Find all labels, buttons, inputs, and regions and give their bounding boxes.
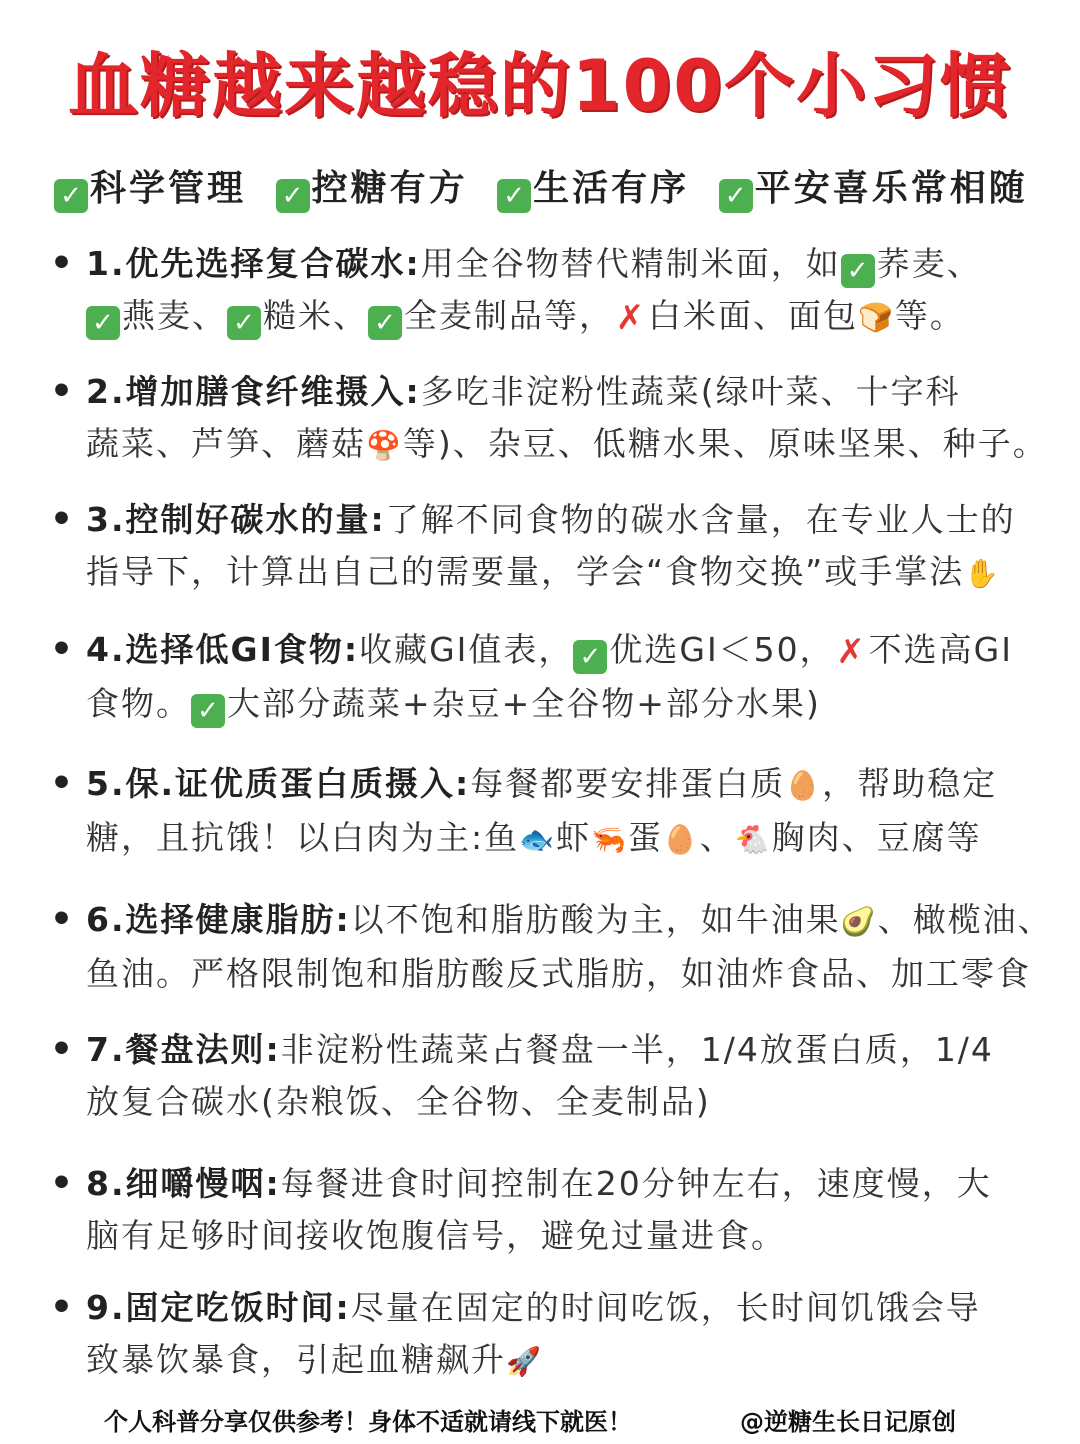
bullet: • [50,629,76,670]
bread-icon: 🍞 [858,301,895,334]
item-heading: 4.选择低GI食物: [86,630,360,669]
check-icon: ✓ [841,254,875,288]
disclaimer: 个人科普分享仅供参考！身体不适就请线下就医！ [104,1408,632,1436]
hand-icon: ✋ [964,557,1002,590]
shrimp-icon: 🦐 [591,823,628,856]
bullet: • [50,243,76,284]
avocado-icon: 🥑 [840,905,878,938]
item-heading: 6.选择健康脂肪: [86,900,351,939]
item-heading: 9.固定吃饭时间: [86,1288,351,1327]
list-item: • 2.增加膳食纤维摄入:多吃非淀粉性蔬菜(绿叶菜、十字科 蔬菜、芦笋、蘑菇🍄等)、杂豆、低糖水果、原味坚果、种子。 [50,366,1062,472]
egg-icon: 🥚 [662,823,700,856]
tag-2: ✓ 控糖有方 [276,168,468,209]
item-heading: 7.餐盘法则: [86,1030,281,1069]
cross-icon: ✗ [615,298,647,338]
page-title: 血糖越来越稳的100个小习惯 [67,45,1013,127]
mushroom-icon: 🍄 [366,429,403,462]
list-item: • 7.餐盘法则:非淀粉性蔬菜占餐盘一半，1/4放蛋白质，1/4 放复合碳水(杂粮饭、全谷物、全麦制品) [50,1024,1062,1128]
tagline [54,160,1064,213]
list-item: • 3.控制好碳水的量:了解不同食物的碳水含量，在专业人士的 指导下，计算出自己的需要量，学会“食物交换”或手掌法✋ [50,494,1062,600]
bullet: • [50,899,76,940]
check-icon: ✓ [719,179,753,213]
check-icon: ✓ [573,640,607,674]
list-item: • 1.优先选择复合碳水:用全谷物替代精制米面，如 ✓ 荞麦、 ✓ 燕麦、 ✓ 糙米、 ✓ 全麦制品等，✗白米面、面包🍞等。 [50,238,1062,344]
item-heading: 3.控制好碳水的量: [86,500,386,539]
check-icon: ✓ [191,694,225,728]
check-icon: ✓ [227,306,261,340]
list-item: • 8.细嚼慢咽:每餐进食时间控制在20分钟左右，速度慢，大 脑有足够时间接收饱腹信号，避免过量进食。 [50,1158,1062,1262]
egg-icon: 🥚 [785,769,823,802]
fish-icon: 🐟 [519,823,556,856]
bullet: • [50,1287,76,1328]
list-item: • 9.固定吃饭时间:尽量在固定的时间吃饭，长时间饥饿会导 致暴饮暴食，引起血糖飙升🚀 [50,1282,1062,1388]
bullet: • [50,499,76,540]
item-heading: 1.优先选择复合碳水: [86,244,421,283]
tag-4: ✓ 平安喜乐常相随 [719,168,1028,209]
check-icon: ✓ [86,306,120,340]
list-item: • 6.选择健康脂肪:以不饱和脂肪酸为主，如牛油果🥑、橄榄油、 鱼油。严格限制饱和脂肪酸反式脂肪，如油炸食品、加工零食 [50,894,1062,1000]
bullet: • [50,1029,76,1070]
item-heading: 2.增加膳食纤维摄入: [86,372,421,411]
cross-icon: ✗ [836,632,867,672]
tag-1: ✓ 科学管理 [54,168,246,209]
item-heading: 5.保.证优质蛋白质摄入: [86,764,471,803]
chicken-icon: 🐔 [734,823,772,856]
item-heading: 8.细嚼慢咽: [86,1164,281,1203]
list-item: • 4.选择低GI食物:收藏GI值表， ✓ 优选GI＜50，✗不选高GI 食物。 ✓ 大部分蔬菜+杂豆+全谷物+部分水果) [50,624,1062,730]
check-icon: ✓ [54,179,88,213]
list-item: • 5.保.证优质蛋白质摄入:每餐都要安排蛋白质🥚，帮助稳定 糖，且抗饿！以白肉为主:鱼🐟虾🦐蛋🥚、🐔胸肉、豆腐等 [50,758,1062,866]
rocket-icon: 🚀 [506,1345,543,1378]
check-icon: ✓ [368,306,402,340]
tag-3: ✓ 生活有序 [497,168,689,209]
check-icon: ✓ [276,179,310,213]
bullet: • [50,1163,76,1204]
bullet: • [50,763,76,804]
bullet: • [50,371,76,412]
author-handle: @逆糖生长日记原创 [740,1408,956,1436]
check-icon: ✓ [497,179,531,213]
